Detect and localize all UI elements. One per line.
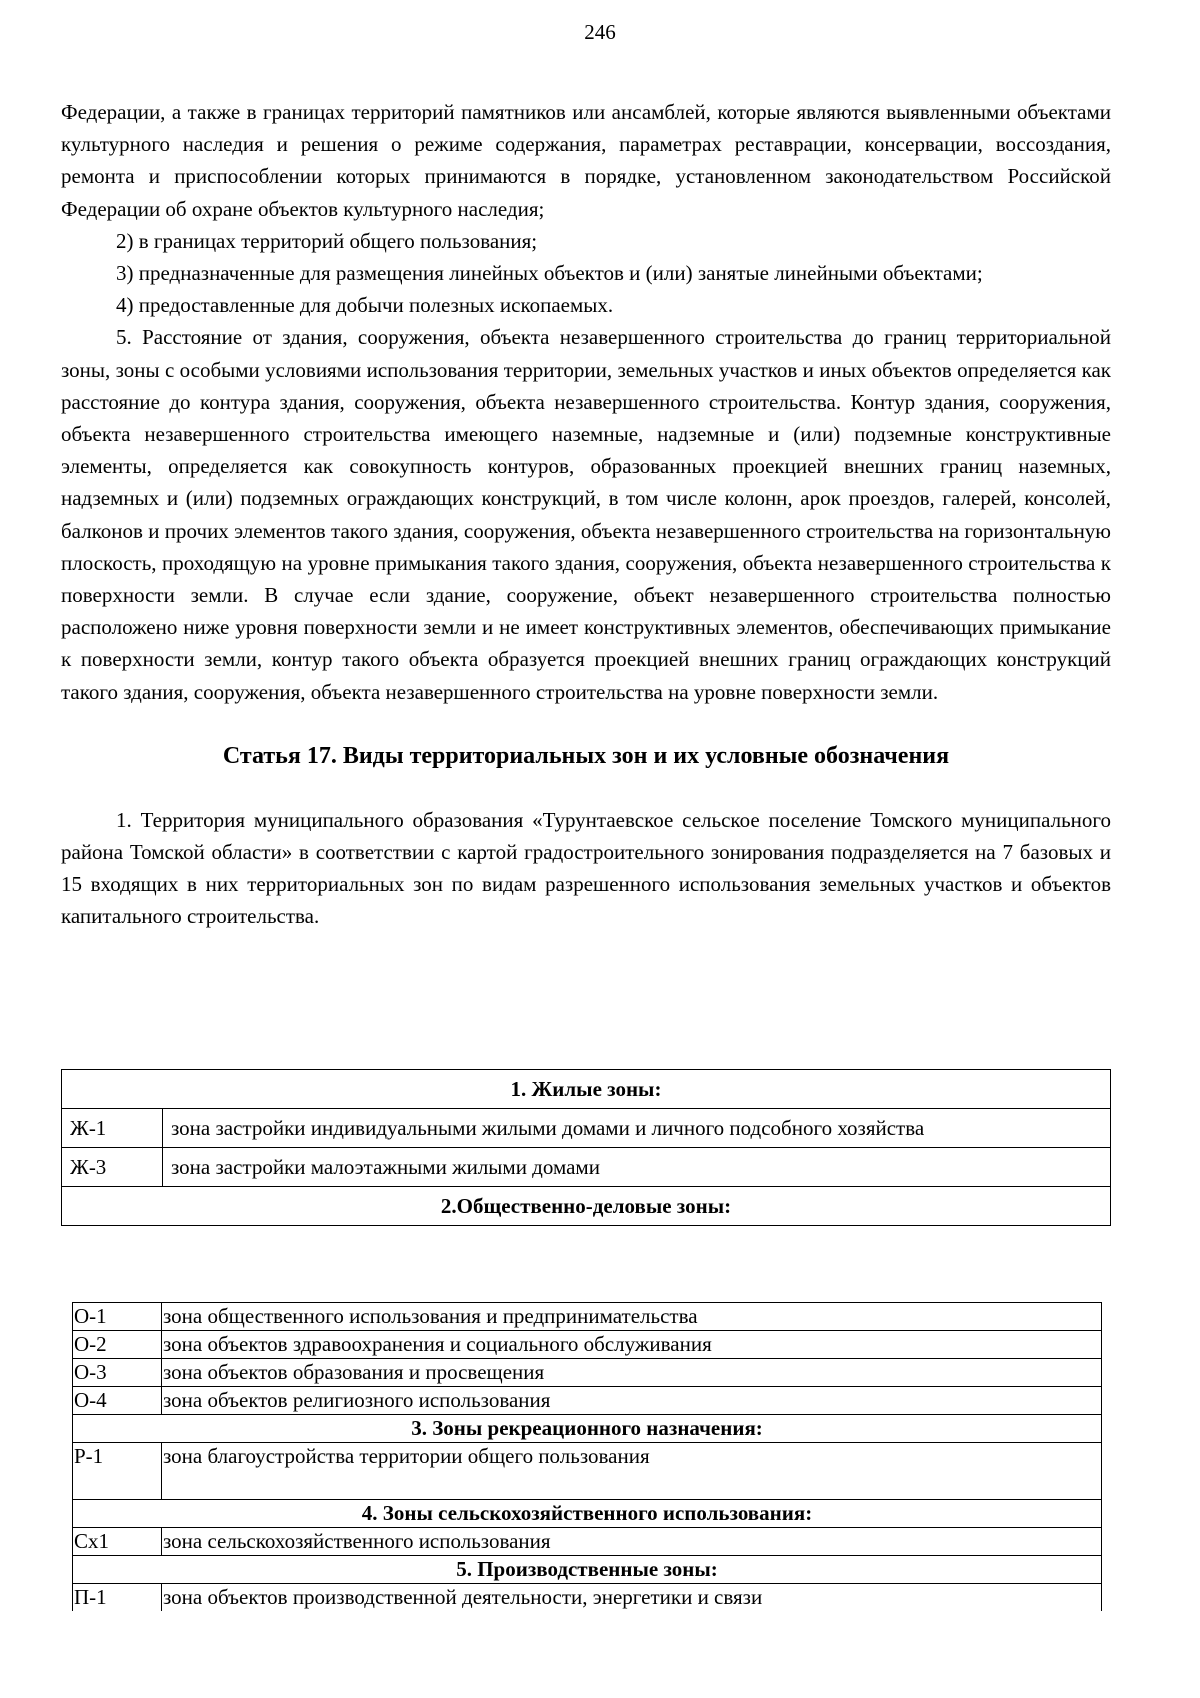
table-row [73,1331,1102,1359]
zone-description: зона застройки малоэтажными жилыми домами [163,1148,1111,1187]
group-title-residential: 1. Жилые зоны: [62,1070,1111,1109]
zone-description: зона общественного использования и предпринимательства [162,1303,1102,1331]
zones-table-bottom [72,1302,1102,1611]
table-row [73,1443,1102,1500]
paragraph-5: 5. Расстояние от здания, сооружения, объекта незавершенного строительства до границ территориальной зоны, зоны с особыми условиями использования территории, земельных участков и иных объектов определяется как расстояние до контура здания, сооружения, объекта незавершенного строительства. Контур здания, сооружения, объекта незавершенного строительства имеющего наземные, надземные и (или) подземные конструктивные элементы, определяется как совокупность контуров, образованных проекцией внешних границ наземных, надземных и (или) подземных ограждающих конструкций, в том числе колонн, арок проездов, галерей, консолей, балконов и прочих элементов такого здания, сооружения, объекта незавершенного строительства на горизонтальную плоскость, проходящую на уровне примыкания такого здания, сооружения, объекта незавершенного строительства к поверхности земли. В случае если здание, сооружение, объект незавершенного строительства полностью расположено ниже уровня поверхности земли и не имеет конструктивных элементов, обеспечивающих примыкание к поверхности земли, контур такого объекта образуется проекцией внешних границ ограждающих конструкций такого здания, сооружения, объекта незавершенного строительства на уровне поверхности земли. [61,325,1111,704]
table-group-row [62,1070,1111,1109]
zone-code: Ж-1 [62,1109,163,1148]
zone-code: Сх1 [73,1528,162,1556]
list-item-2: 2) в границах территорий общего пользования; [116,228,538,253]
table-row [73,1387,1102,1415]
zone-description: зона благоустройства территории общего пользования [162,1443,1102,1500]
zones-table-top [61,1069,1111,1226]
zone-code: О-4 [73,1387,162,1415]
group-title-agricultural: 4. Зоны сельскохозяйственного использования: [73,1500,1102,1528]
zone-code: О-3 [73,1359,162,1387]
zone-code: О-1 [73,1303,162,1331]
zone-description: зона объектов образования и просвещения [162,1359,1102,1387]
zone-code: Р-1 [73,1443,162,1500]
zone-description: зона объектов религиозного использования [162,1387,1102,1415]
zone-code: Ж-3 [62,1148,163,1187]
table-row [73,1303,1102,1331]
zone-code: О-2 [73,1331,162,1359]
zone-description: зона объектов производственной деятельности, энергетики и связи [162,1584,1102,1612]
list-item-4: 4) предоставленные для добычи полезных ископаемых. [116,293,614,318]
article-paragraph-1: 1. Территория муниципального образования «Турунтаевское сельское поселение Томского муниципального района Томской области» в соответствии с картой градостроительного зонирования подразделяется на 7 базовых и 15 входящих в них территориальных зон по видам разрешенного использования земельных участков и объектов капитального строительства. [61,807,1111,929]
group-title-industrial: 5. Производственные зоны: [73,1556,1102,1584]
zone-description: зона объектов здравоохранения и социального обслуживания [162,1331,1102,1359]
table-row [73,1528,1102,1556]
zone-code: П-1 [73,1584,162,1612]
table-group-row [73,1415,1102,1443]
table-group-row [73,1500,1102,1528]
table-group-row [73,1556,1102,1584]
page-number: 246 [584,20,616,44]
list-item-3: 3) предназначенные для размещения линейных объектов и (или) занятые линейными объектами; [116,261,983,286]
body-text [61,96,1111,933]
paragraph-continuation: Федерации, а также в границах территорий памятников или ансамблей, которые являются выявленными объектами культурного наследия и решения о режиме содержания, параметрах реставрации, консервации, воссоздания, ремонта и приспособлении которых принимаются в порядке, установленном законодательством Российской Федерации об охране объектов культурного наследия; [61,100,1111,221]
table-row [62,1148,1111,1187]
article-heading: Статья 17. Виды территориальных зон и их условные обозначения [222,742,950,769]
zone-description: зона сельскохозяйственного использования [162,1528,1102,1556]
group-title-recreation: 3. Зоны рекреационного назначения: [73,1415,1102,1443]
table-group-row [62,1187,1111,1226]
table-row [73,1359,1102,1387]
table-row [73,1584,1102,1612]
zone-description: зона застройки индивидуальными жилыми домами и личного подсобного хозяйства [163,1109,1111,1148]
table-row [62,1109,1111,1148]
group-title-public-business: 2.Общественно-деловые зоны: [62,1187,1111,1226]
